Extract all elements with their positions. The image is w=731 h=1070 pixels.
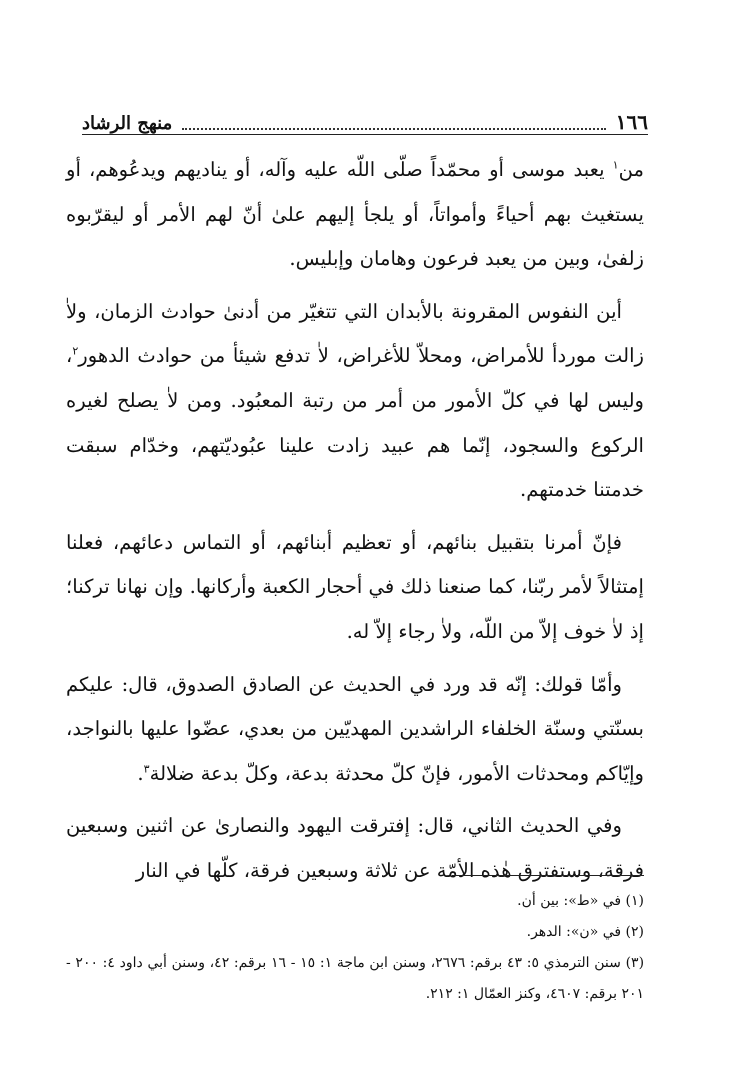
- page-number: ١٦٦: [615, 110, 648, 134]
- header-dot-leader: [182, 110, 606, 130]
- footnote-marker-3: ٣: [143, 762, 150, 776]
- paragraph-1-rest: يعبد موسى أو محمّداً صلّى اللّه عليه وآله، أو يناديهم ويدعُوهم، أو يستغيث بهم أحياءً وأمواتاً، أو يلجأ إليهم علىٰ أنّ لهم الأمر أو ليقرّبوه زلفىٰ، وبين من يعبد فرعون وهامان وإبليس.: [66, 158, 644, 271]
- footnotes: [66, 886, 644, 1010]
- footnote-separator: [452, 875, 644, 876]
- paragraph-2-start: أين النفوس المقرونة بالأبدان التي تتغيّر من أدنىٰ حوادث الزمان، ولاٰ زالت موردأ للأمراض، ومحلاّ للأغراض، لاٰ تدفع شيئأ من حوادث الدهور: [66, 299, 644, 368]
- page-header: [82, 100, 648, 135]
- paragraph-4-rest: .: [137, 761, 144, 785]
- footnote-marker-2: ٢: [72, 344, 79, 358]
- footnote-3: (٣) سنن الترمذي ٥: ٤٣ برقم: ٢٦٧٦، وسنن ابن ماجة ١: ١٥ - ١٦ برقم: ٤٢، وسنن أبي داود ٤: ٢٠٠ - ٢٠١ برقم: ٤٦٠٧، وكنز العمّال ١: ٢١٢.: [66, 955, 645, 1002]
- paragraph-4-start: وأمّا قولك: إنّه قد ورد في الحديث عن الصادق الصدوق، قال: عليكم بسنّتي وسنّة الخلفاء الراشدين المهديّين من بعدي، عضّوا عليها بالنواجد، وإيّاكم ومحدثات الأمور، فإنّ كلّ محدثة بدعة، وكلّ بدعة ضلالة: [66, 672, 644, 785]
- paragraph-3: فإنّ أمرنا بتقبيل بنائهم، أو تعظيم أبنائهم، أو التماس دعائهم، فعلنا إمتثالاً لأمر ربّنا، كما صنعنا ذلك في أحجار الكعبة وأركانها. وإن نهانا تركنا؛ إذ لاٰ خوف إلاّ من اللّه، ولاٰ رجاء إلاّ له.: [66, 530, 644, 643]
- running-title: منهج الرشاد: [82, 113, 173, 134]
- paragraph-2-rest: ، وليس لها في كلّ الأمور من أمر من رتبة المعبُود. ومن لاٰ يصلح لغيره الركوع والسجود، إنّما هم عبيد زادت علينا عبُوديّتهم، وخدّام سبقت خدمتنا خدمتهم.: [66, 344, 644, 502]
- paragraph-5: وفي الحديث الثاني، قال: إفترقت اليهود والنصارىٰ عن اثنين وسبعين فرقة، وستفترق هٰذه الأمّة عن ثلاثة وسبعين فرقة، كلّها في النار: [66, 814, 644, 882]
- paragraph-1: [66, 148, 644, 282]
- main-text: [66, 148, 644, 902]
- footnote-2: (٢) في «ن»: الدهر.: [526, 924, 644, 940]
- paragraph-1-start: من: [618, 158, 644, 181]
- footnote-marker-1: ١: [612, 158, 619, 172]
- paragraph-4: [66, 663, 644, 797]
- paragraph-2: [66, 290, 644, 513]
- footnote-1: (١) في «ط»: بين أن.: [517, 893, 644, 909]
